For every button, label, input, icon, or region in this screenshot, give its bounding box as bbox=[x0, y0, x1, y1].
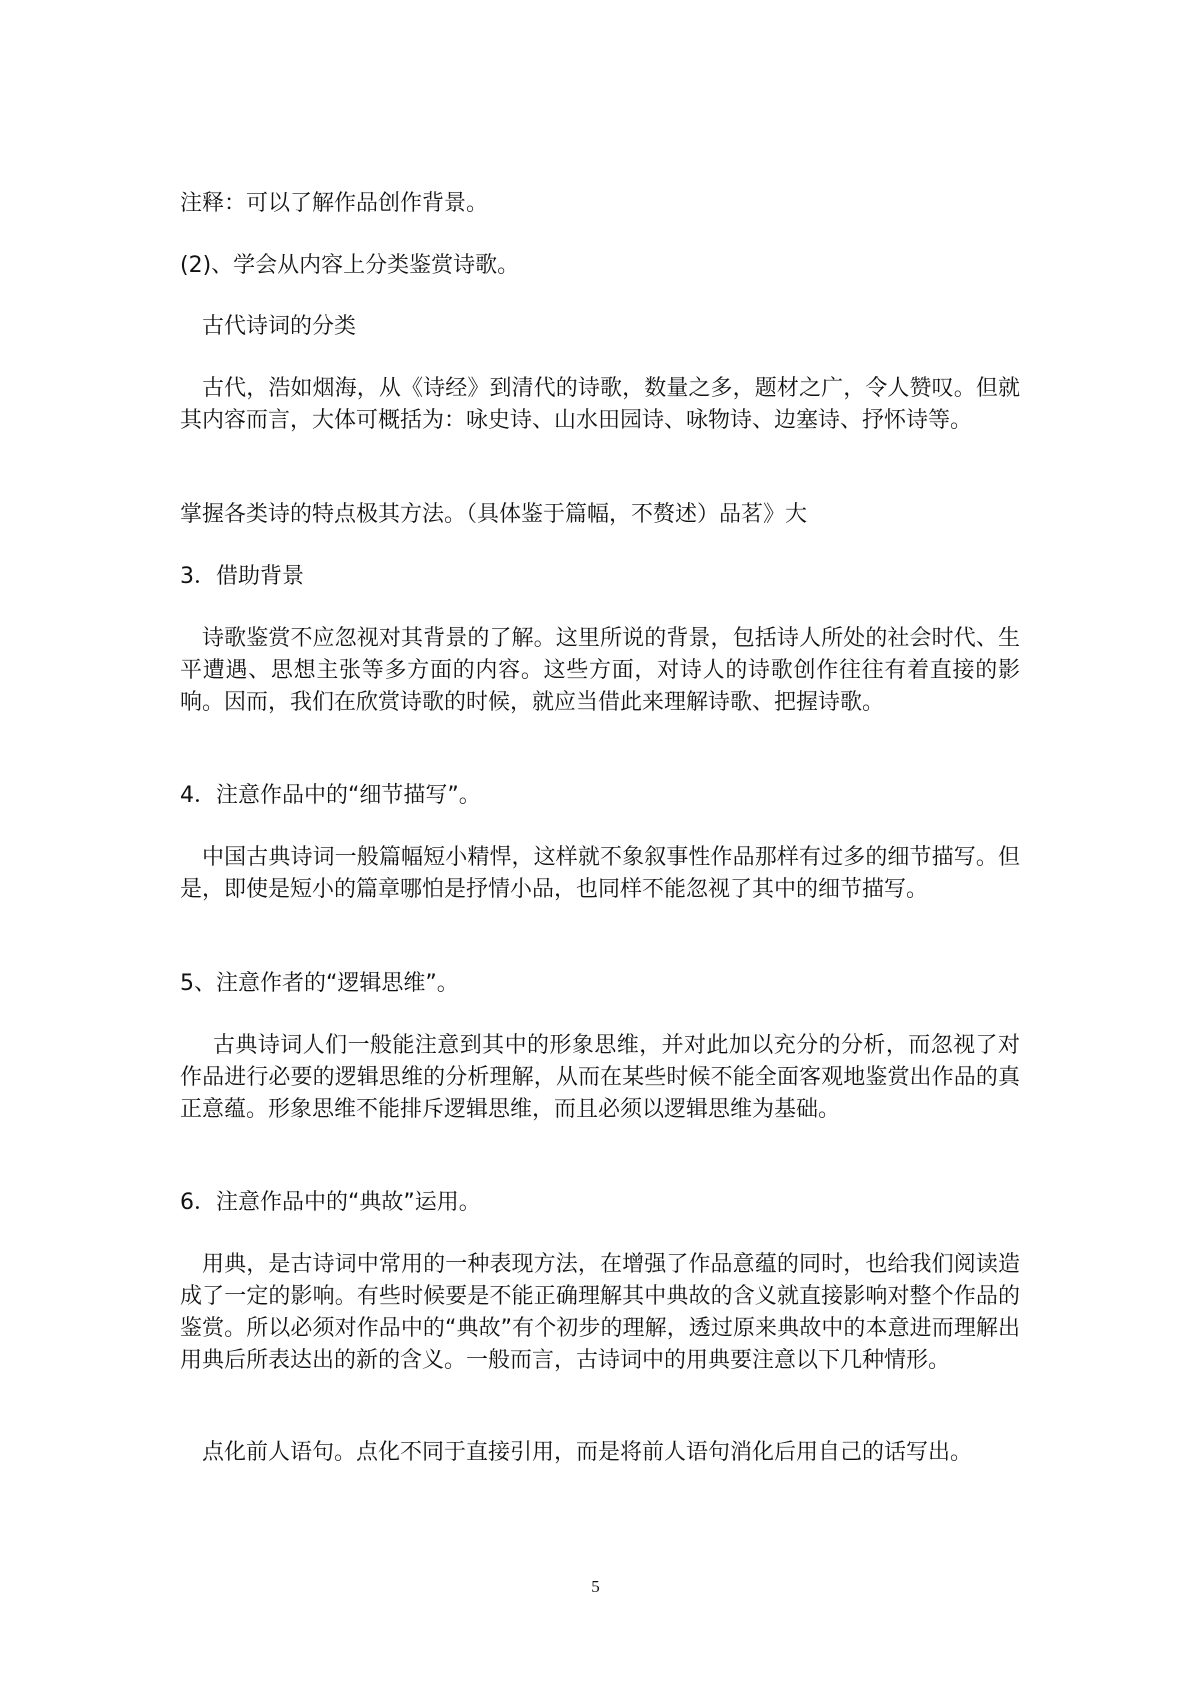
paragraph-background: 诗歌鉴赏不应忽视对其背景的了解。这里所说的背景，包括诗人所处的社会时代、生平遭遇、思想主张等多方面的内容。这些方面，对诗人的诗歌创作往往有着直接的影响。因而，我们在欣赏诗歌的时候，就应当借此来理解诗歌、把握诗歌。 bbox=[180, 626, 1020, 715]
section-heading-3: 3．借助背景 bbox=[180, 564, 304, 589]
paragraph-logic: 古典诗词人们一般能注意到其中的形象思维，并对此加以充分的分析，而忽视了对作品进行必要的逻辑思维的分析理解，从而在某些时候不能全面客观地鉴赏出作品的真正意蕴。形象思维不能排斥逻辑思维，而且必须以逻辑思维为基础。 bbox=[180, 1033, 1020, 1122]
annotation-line: 注释：可以了解作品创作背景。 bbox=[180, 191, 489, 216]
section-heading-4: 4．注意作品中的“细节描写”。 bbox=[180, 783, 481, 808]
section-heading-6: 6．注意作品中的“典故”运用。 bbox=[180, 1190, 481, 1215]
section-heading-5: 5、注意作者的“逻辑思维”。 bbox=[180, 971, 459, 996]
page-number: 5 bbox=[591, 1577, 600, 1596]
paragraph-paraphrase: 点化前人语句。点化不同于直接引用，而是将前人语句消化后用自己的话写出。 bbox=[202, 1440, 973, 1465]
section-heading-2: (2)、学会从内容上分类鉴赏诗歌。 bbox=[180, 253, 520, 278]
paragraph-classification: 古代，浩如烟海，从《诗经》到清代的诗歌，数量之多，题材之广，令人赞叹。但就其内容而言，大体可概括为：咏史诗、山水田园诗、咏物诗、边塞诗、抒怀诗等。 bbox=[180, 376, 1020, 433]
paragraph-methods: 掌握各类诗的特点极其方法。（具体鉴于篇幅，不赘述）品茗》大 bbox=[180, 502, 808, 527]
paragraph-allusion: 用典，是古诗词中常用的一种表现方法，在增强了作品意蕴的同时，也给我们阅读造成了一定的影响。有些时候要是不能正确理解其中典故的含义就直接影响对整个作品的鉴赏。所以必须对作品中的“典故”有个初步的理解，透过原来典故中的本意进而理解出用典后所表达出的新的含义。一般而言，古诗词中的用典要注意以下几种情形。 bbox=[180, 1252, 1020, 1373]
subheading-classification: 古代诗词的分类 bbox=[202, 314, 357, 339]
paragraph-details: 中国古典诗词一般篇幅短小精悍，这样就不象叙事性作品那样有过多的细节描写。但是，即使是短小的篇章哪怕是抒情小品，也同样不能忽视了其中的细节描写。 bbox=[180, 845, 1020, 902]
